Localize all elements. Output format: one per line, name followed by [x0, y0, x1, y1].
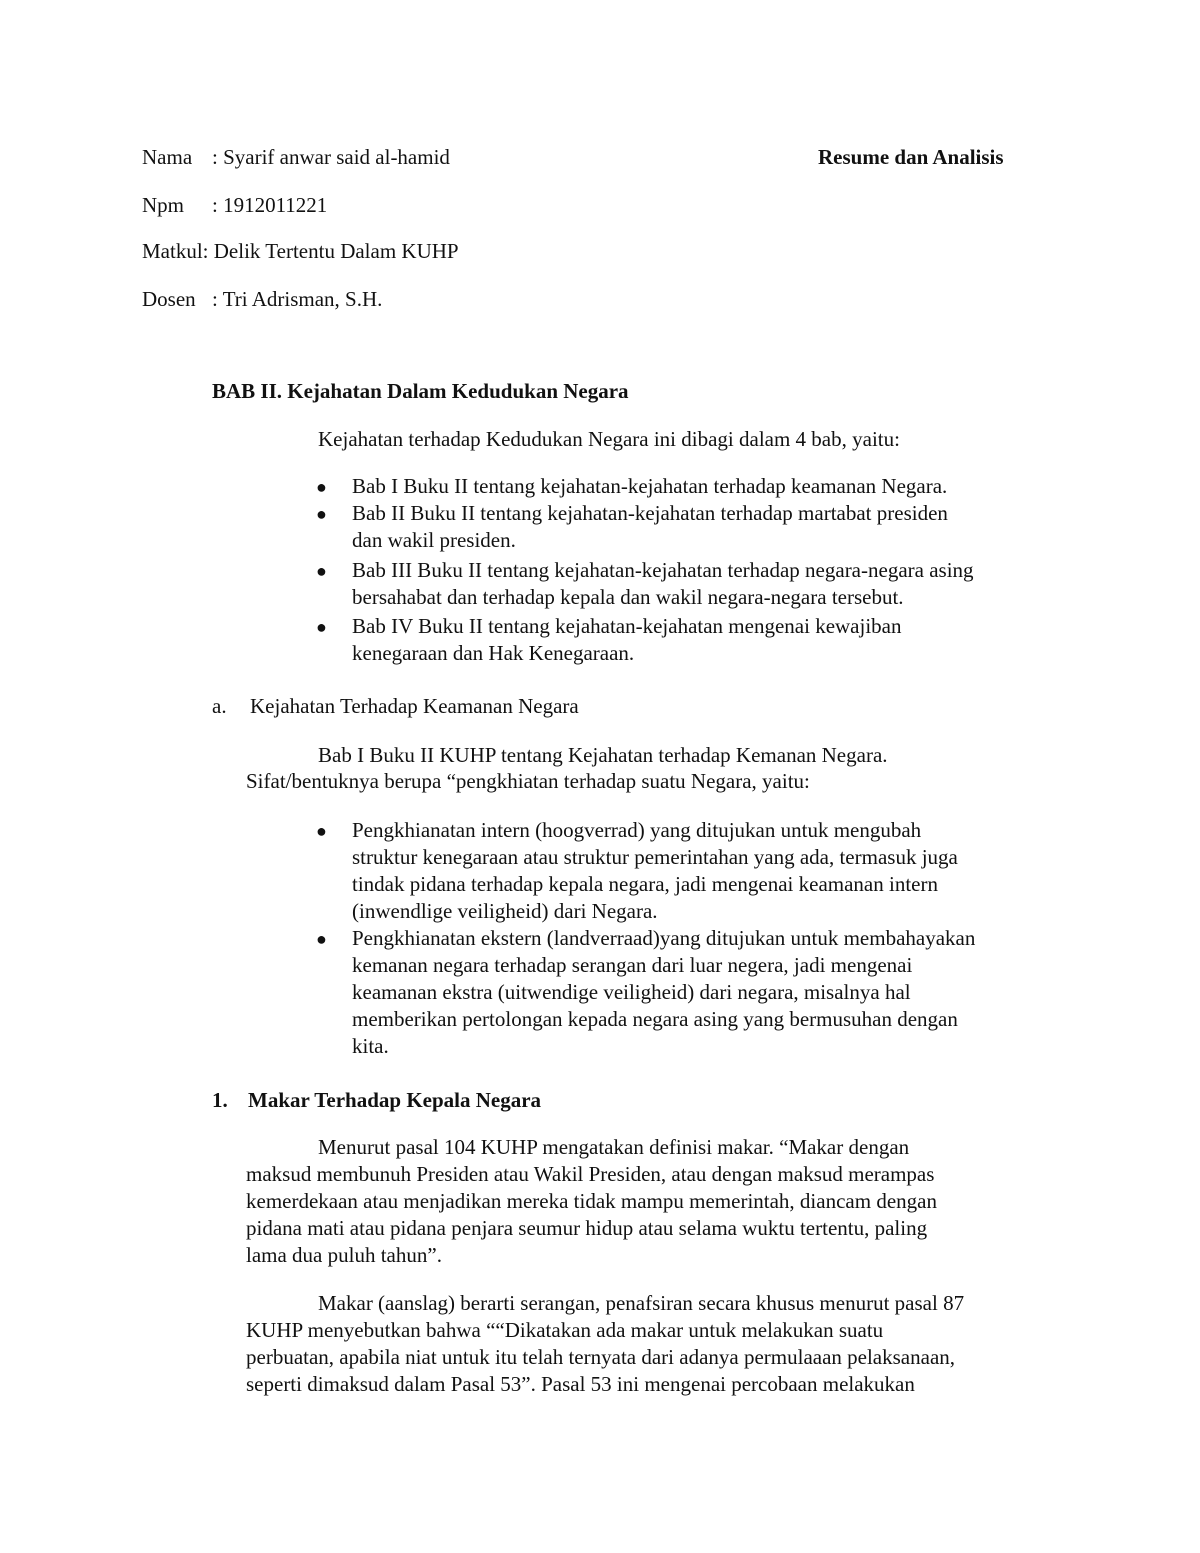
dosen-label: Dosen — [142, 287, 196, 311]
bullet-icon: ● — [316, 504, 327, 524]
list-item: Bab IV Buku II tentang kejahatan-kejahatan mengenai kewajiban kenegaraan dan Hak Kenegaraan. — [352, 614, 902, 665]
section-1-title: Makar Terhadap Kepala Negara — [248, 1088, 542, 1112]
bullet-icon: ● — [316, 821, 327, 841]
bullet-icon: ● — [316, 929, 327, 949]
name-row — [142, 144, 450, 170]
list-item: Pengkhianatan intern (hoogverrad) yang ditujukan untuk mengubah struktur kenegaraan atau struktur pemerintahan yang ada, termasuk juga tindak pidana terhadap kepala negara, jadi mengenai keamanan intern (inwendlige veiligheid) dari Negara. — [352, 818, 958, 923]
dosen-row — [142, 286, 382, 312]
document-title: Resume dan Analisis — [818, 145, 1004, 169]
list-item: Bab I Buku II tentang kejahatan-kejahatan terhadap keamanan Negara. — [352, 474, 948, 498]
bab-intro: Kejahatan terhadap Kedudukan Negara ini dibagi dalam 4 bab, yaitu: — [318, 427, 900, 451]
section-a-marker: a. — [212, 694, 227, 718]
list-item: Pengkhianatan ekstern (landverraad)yang ditujukan untuk membahayakan kemanan negara terhadap serangan dari luar negera, jadi mengenai keamanan ekstra (uitwendige veiligheid) dari negara, misalnya hal memberikan pertolongan kepada negara asing yang bermusuhan dengan kita. — [352, 926, 976, 1058]
name-label: Nama — [142, 145, 193, 169]
name-value: : Syarif anwar said al-hamid — [212, 145, 450, 169]
list-item: Bab III Buku II tentang kejahatan-kejahatan terhadap negara-negara asing bersahabat dan terhadap kepala dan wakil negara-negara tersebut. — [352, 558, 974, 609]
bab-heading: BAB II. Kejahatan Dalam Kedudukan Negara — [212, 379, 629, 403]
section-a-para-line2: Sifat/bentuknya berupa “pengkhiatan terhadap suatu Negara, yaitu: — [246, 769, 810, 793]
section-a-para-line1: Bab I Buku II KUHP tentang Kejahatan terhadap Kemanan Negara. — [318, 743, 888, 767]
section-1-marker: 1. — [212, 1088, 228, 1112]
matkul-row — [142, 238, 459, 264]
bullet-icon: ● — [316, 617, 327, 637]
para1-line1: Menurut pasal 104 KUHP mengatakan definisi makar. “Makar dengan — [318, 1135, 910, 1159]
matkul-label: Matkul — [142, 239, 203, 263]
para2-body: KUHP menyebutkan bahwa ““Dikatakan ada makar untuk melakukan suatu perbuatan, apabila niat untuk itu telah ternyata dari adanya permulaaan pelaksanaan, seperti dimaksud dalam Pasal 53”. Pasal 53 ini mengenai percobaan melakukan — [246, 1318, 956, 1396]
bullet-icon: ● — [316, 477, 327, 497]
list-item: Bab II Buku II tentang kejahatan-kejahatan terhadap martabat presiden dan wakil presiden. — [352, 501, 948, 552]
matkul-value: : Delik Tertentu Dalam KUHP — [202, 239, 459, 263]
npm-label: Npm — [142, 193, 184, 217]
bullet-icon: ● — [316, 561, 327, 581]
para1-body: maksud membunuh Presiden atau Wakil Presiden, atau dengan maksud merampas kemerdekaan atau menjadikan mereka tidak mampu memerintah, diancam dengan pidana mati atau pidana penjara seumur hidup atau selama wuktu tertentu, paling lama dua puluh tahun”. — [246, 1162, 937, 1267]
npm-row — [142, 192, 327, 218]
npm-value: : 1912011221 — [212, 193, 328, 217]
para2-line1: Makar (aanslag) berarti serangan, penafsiran secara khusus menurut pasal 87 — [318, 1291, 965, 1315]
dosen-value: : Tri Adrisman, S.H. — [212, 287, 383, 311]
section-a-title: Kejahatan Terhadap Keamanan Negara — [250, 694, 579, 718]
